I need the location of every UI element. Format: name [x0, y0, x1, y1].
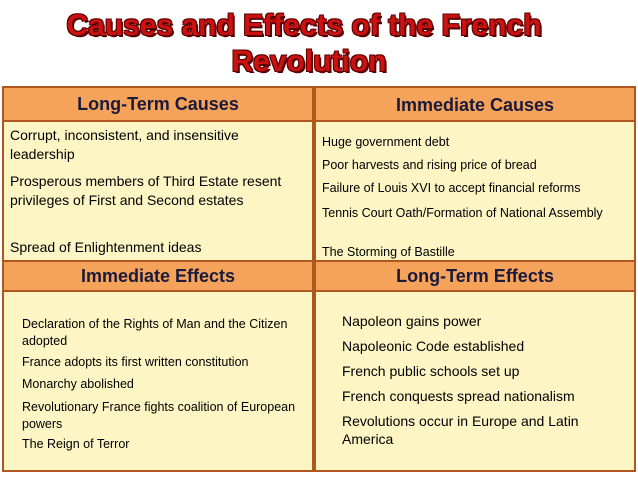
list-item: The Reign of Terror [22, 437, 130, 451]
long-term-causes-heading: Long-Term Causes [2, 86, 314, 122]
list-item: Revolutions occur in Europe and Latin America [342, 413, 579, 447]
page-title [0, 8, 638, 80]
list-item: Declaration of the Rights of Man and the Citizen adopted [22, 317, 288, 348]
list-item: France adopts its first written constitution [22, 355, 249, 369]
title-line-2: Revolution [231, 45, 387, 78]
cause-effect-grid [0, 86, 638, 474]
immediate-effects-heading: Immediate Effects [2, 260, 314, 292]
list-item: French public schools set up [342, 363, 520, 379]
list-item: Prosperous members of Third Estate resent privileges of First and Second estates [10, 173, 282, 208]
list-item: French conquests spread nationalism [342, 388, 575, 404]
list-item: Poor harvests and rising price of bread [322, 158, 537, 172]
list-item: Failure of Louis XVI to accept financial reforms [322, 181, 581, 195]
long-term-effects-heading: Long-Term Effects [314, 260, 636, 292]
list-item: Napoleonic Code established [342, 338, 525, 354]
list-item: Monarchy abolished [22, 377, 134, 391]
list-item: The Storming of Bastille [322, 245, 455, 259]
immediate-causes-heading: Immediate Causes [314, 86, 636, 122]
list-item: Corrupt, inconsistent, and insensitive leadership [10, 127, 239, 162]
list-item: Napoleon gains power [342, 313, 482, 329]
list-item: Revolutionary France fights coalition of European powers [22, 400, 296, 431]
list-item: Huge government debt [322, 135, 450, 149]
list-item: Spread of Enlightenment ideas [10, 239, 202, 255]
title-line-1: Causes and Effects of the French [66, 9, 542, 42]
list-item: Tennis Court Oath/Formation of National Assembly [322, 206, 603, 220]
